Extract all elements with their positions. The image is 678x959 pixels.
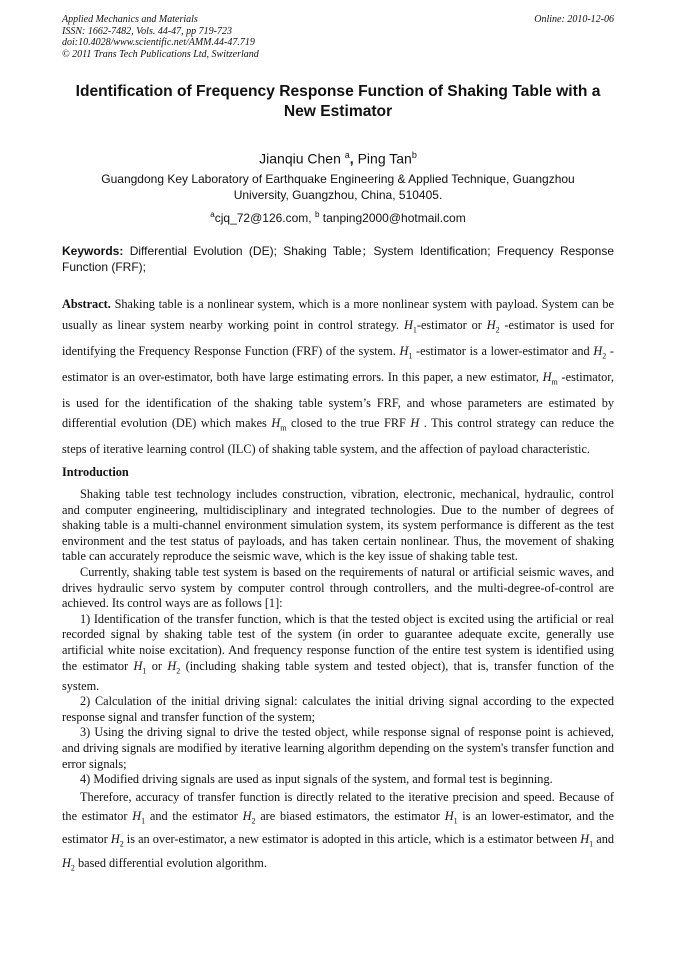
abstract-text: -estimator or (416, 317, 487, 332)
email-mark: b (314, 210, 320, 219)
keywords (62, 243, 614, 275)
keywords-label: Keywords: (62, 244, 124, 258)
author-name: Jianqiu Chen (259, 150, 341, 167)
symbol-h2: $H_2$ (593, 343, 607, 361)
abstract (62, 294, 614, 460)
author-mark: a (344, 150, 350, 160)
abstract-text: . This control strategy can reduce the steps of iterative learning control (ILC) of shaking table system, and the affection of payload characteristic. (62, 416, 614, 457)
journal-header (62, 14, 422, 60)
paragraph: Currently, shaking table test system is based on the requirements of natural or artificial seismic waves, and drives hydraulic servo system by computer control through controllers, and the multi-degree-of-control are achieved. Its control ways are as follows [1]: (62, 564, 614, 611)
symbol-h2: $H_2$ (242, 808, 256, 826)
abstract-text: Shaking table is a nonlinear system, which is a more nonlinear system with payload. System can be usually as linear system nearby working point in control strategy. (62, 297, 614, 332)
issn-line: ISSN: 1662-7482, Vols. 44-47, pp 719-723 (62, 25, 232, 37)
email-address: tanping2000@hotmail.com (322, 211, 466, 225)
symbol-h1: $H_1$ (580, 832, 594, 849)
affiliation: Guangdong Key Laboratory of Earthquake Engineering & Applied Technique, Guangzhou University, Guangzhou, China, 510405. (101, 172, 575, 202)
abstract-text: -estimator, is used for the identification of the shaking table system’s FRF, and whose parameters are estimated by differential evolution (DE) which makes (62, 369, 614, 431)
symbol-h1: $H_1$ (133, 658, 147, 675)
copyright-line: © 2011 Trans Tech Publications Ltd, Switzerland (62, 48, 259, 60)
symbol-h2: $H_2$ (110, 832, 124, 849)
paper-title: Identification of Frequency Response Function of Shaking Table with a New Estimator (75, 83, 601, 120)
abstract-text: -estimator is a lower-estimator and (412, 343, 594, 358)
abstract-text: -estimator is used for identifying the Frequency Response Function (FRF) of the system. (62, 317, 614, 358)
symbol-h1: $H_1$ (444, 808, 458, 826)
symbol-h1: $H_1$ (132, 808, 146, 826)
symbol-h1: $H_1$ (403, 317, 417, 335)
symbol-h2: $H_2$ (486, 317, 500, 335)
abstract-text: -estimator is an over-estimator, both have large estimating errors. In this paper, a new estimator, (62, 343, 615, 384)
author-emails (62, 207, 614, 226)
paragraph: 1) Identification of the transfer function, which is that the tested object is excited using the artificial or real recorded signal by shaking table test of the system (in order to guarantee adequate excite, generally use artificial white noise excitation). And frequency response function of the entire test system is identified using the estimator $H_1$ or $H_2$ (including shaking table system and tested object), that is, transfer function of the system. (62, 611, 614, 693)
author-name: Ping Tan (357, 150, 412, 167)
symbol-h2: $H_2$ (62, 855, 75, 873)
symbol-hm: $H_m$ (542, 369, 558, 387)
paragraph: 2) Calculation of the initial driving signal: calculates the initial driving signal according to the expected response signal and transfer function of the system; (62, 694, 614, 724)
journal-name: Applied Mechanics and Materials (62, 14, 198, 25)
email-address: cjq_72@126.com, (214, 211, 312, 225)
doi-line: doi:10.4028/www.scientific.net/AMM.44-47.719 (62, 37, 255, 49)
abstract-text: closed to the true FRF (286, 416, 411, 431)
symbol-h: H (410, 416, 420, 431)
section-heading-introduction: Introduction (62, 465, 129, 479)
email-mark: a (210, 210, 215, 219)
introduction-body (62, 487, 614, 877)
paragraph: Therefore, accuracy of transfer function is directly related to the iterative precision and speed. Because of the estimator $H_1$ and the estimator $H_2$ are biased estimators, the estimator $H_1$ is an lower-estimator, and the estimator $H_2$ is an over-estimator, a new estimator is adopted in this article, which is a estimator between $H_1$ and $H_2$ based differential evolution algorithm. (62, 789, 614, 873)
symbol-hm: $H_m$ (271, 416, 287, 433)
paragraph: Shaking table test technology includes construction, vibration, electronic, mechanical, hydraulic, control and computer engineering, multidisciplinary and integrated technologies. Due to the number of degrees of shaking table is a multi-channel environment simulation system, its system performance is different as the test environment and the test status of payloads, and has taken certain nonlinear. Thus, the movement of shaking table can accurately reproduce the seismic wave, which is the key issue of shaking table test. (62, 487, 614, 564)
abstract-label: Abstract. (62, 297, 111, 311)
paragraph: 3) Using the driving signal to drive the tested object, while response signal of response point is achieved, and driving signals are modified by iterative learning algorithm depending on the system's transfer function and error signals; (62, 725, 614, 771)
author-list: Jianqiu Chen $^a$, Ping Tan$^b$ (259, 150, 417, 167)
paragraph: 4) Modified driving signals are used as input signals of the system, and formal test is beginning. (80, 772, 553, 787)
author-mark: b (411, 150, 417, 160)
online-date: Online: 2010-12-06 (534, 14, 614, 25)
keywords-text: Differential Evolution (DE); Shaking Table；System Identification; Frequency Response Function (FRF); (62, 244, 614, 274)
symbol-h1: $H_1$ (399, 343, 413, 361)
symbol-h2: $H_2$ (167, 658, 181, 675)
